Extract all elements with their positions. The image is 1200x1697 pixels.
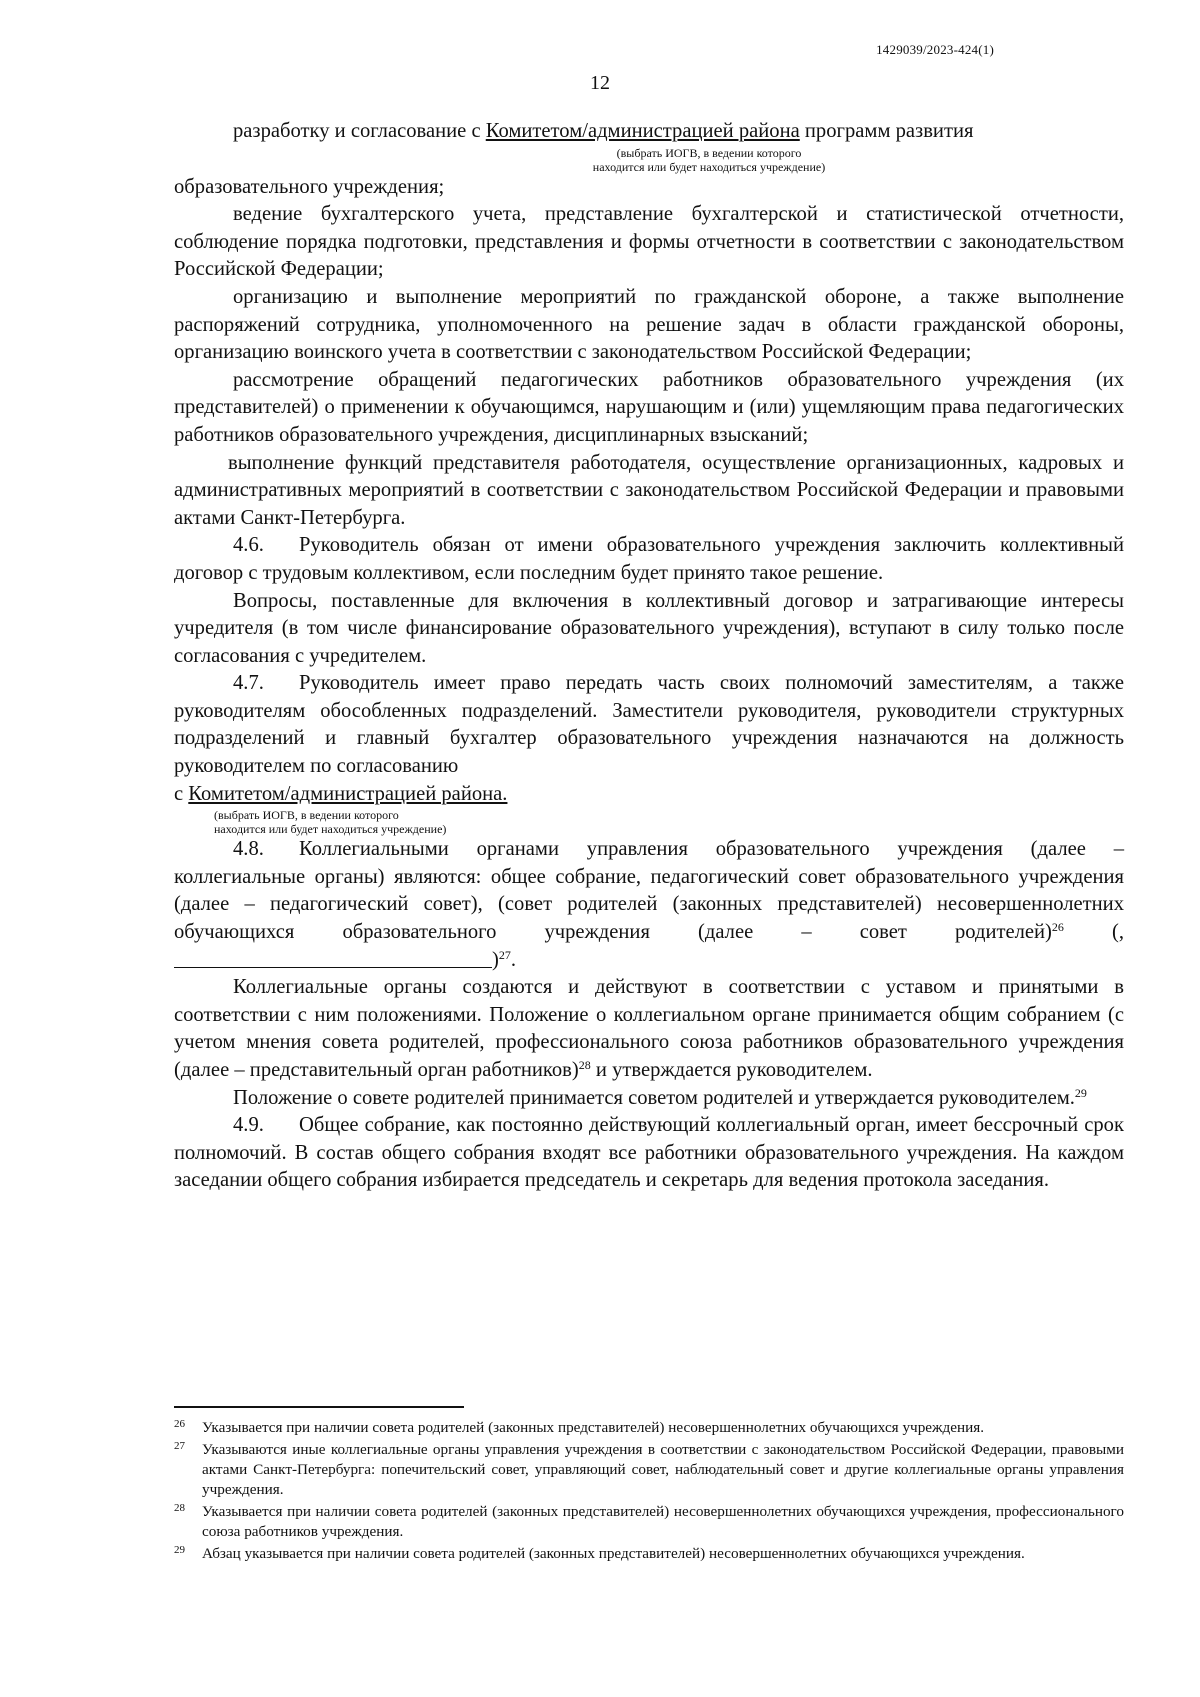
- footnote-ref: 26: [1051, 920, 1064, 935]
- footnote-text: Указываются иные коллегиальные органы управления учреждения в соответствии с законодательством Российской Федерации, правовыми актами Санкт-Петербурга: попечительский совет, управляющий совет, наблюдательный совет и другие коллегиальные органы управления учреждения.: [202, 1441, 1124, 1498]
- footnotes: [174, 1418, 1124, 1566]
- paragraph-appeals: рассмотрение обращений педагогических работников образовательного учреждения (их представителей) о применении к обучающимся, нарушающим и (или) ущемляющим права педагогических работников образовательного учреждения, дисциплинарных взысканий;: [174, 368, 1124, 446]
- clause-4-8: [174, 836, 1124, 974]
- footnote-text: Указывается при наличии совета родителей (законных представителей) несовершеннолетних обучающихся учреждения.: [202, 1419, 985, 1436]
- clause-number: 4.9.: [233, 1114, 264, 1137]
- placeholder-note: [174, 146, 1124, 174]
- footnote-text: Абзац указывается при наличии совета родителей (законных представителей) несовершеннолетних обучающихся учреждения.: [202, 1545, 1025, 1562]
- footnote-27: [174, 1440, 1124, 1500]
- footnote-text: Указывается при наличии совета родителей (законных представителей) несовершеннолетних обучающихся учреждения, профессионального союза работников учреждения.: [202, 1503, 1124, 1540]
- note-line: (выбрать ИОГВ, в ведении которого: [214, 808, 399, 823]
- clause-4-6: [174, 532, 1124, 587]
- page-number: 12: [590, 72, 610, 94]
- committee-placeholder: Комитетом/администрацией района: [485, 120, 800, 142]
- text: разработку и согласование с: [233, 120, 486, 142]
- clause-text: Руководитель обязан от имени образовательного учреждения заключить коллективный договор с трудовым коллективом, если последним будет принято такое решение.: [174, 534, 1124, 584]
- note-line: находится или будет находиться учреждение): [592, 159, 826, 174]
- footnote-28: [174, 1502, 1124, 1542]
- paragraph-continuation: образовательного учреждения;: [174, 175, 445, 198]
- paragraph-parents-council: [174, 1085, 1124, 1113]
- clause-number: 4.7.: [233, 672, 264, 695]
- text: Коллегиальные органы создаются и действуют в соответствии с уставом и принятыми в соответствии с ним положениями. Положение о коллегиальном органе принимается общим собранием (с учетом мнения совета родителей, профессионального союза работников образовательного учреждения (далее – представительный орган работников): [174, 976, 1124, 1081]
- footnote-29: [174, 1544, 1124, 1564]
- paragraph-civil-defense: организацию и выполнение мероприятий по гражданской обороне, а также выполнение распоряжений сотрудника, уполномоченного на решение задач в области гражданской обороны, организацию воинского учета в соответствии с законодательством Российской Федерации;: [174, 285, 1124, 364]
- committee-placeholder: Комитетом/администрацией района.: [188, 782, 508, 805]
- placeholder-note: [174, 808, 1124, 836]
- document-id: 1429039/2023-424(1): [876, 42, 994, 57]
- blank-field: [174, 949, 492, 968]
- text: и утверждается руководителем.: [590, 1059, 873, 1081]
- footnote-number: 28: [174, 1502, 185, 1514]
- text: с: [174, 782, 189, 805]
- clause-number: 4.6.: [233, 534, 264, 557]
- footnote-ref: 28: [578, 1058, 591, 1072]
- clause-text: Руководитель имеет право передать часть своих полномочий заместителям, а также руководителям обособленных подразделений. Заместители руководителя, руководители структурных подразделений и главный бухгалтер образовательного учреждения назначаются на должность руководителем по согласованию: [174, 672, 1124, 778]
- clause-4-9: [174, 1112, 1124, 1195]
- footnote-ref: 29: [1074, 1085, 1087, 1100]
- document-body: [174, 118, 1124, 1195]
- clause-4-7-continuation: [174, 781, 1124, 809]
- footnote-26: [174, 1418, 1124, 1438]
- paragraph-programs: [174, 118, 1124, 146]
- text: ): [492, 948, 499, 971]
- clause-text: Коллегиальными органами управления образовательного учреждения (далее – коллегиальные органы) являются: общее собрание, педагогический совет образовательного учреждения (далее – педагогический совет), (совет родителей (законных представителей) несовершеннолетних обучающихся образовательного учреждения (далее – совет родителей): [174, 838, 1124, 944]
- clause-4-7: [174, 670, 1124, 780]
- paragraph-collective-agreement: Вопросы, поставленные для включения в коллективный договор и затрагивающие интересы учредителя (в том числе финансирование образовательного учреждения), вступают в силу только после согласования с учредителем.: [174, 589, 1124, 667]
- paragraph-accounting: ведение бухгалтерского учета, представление бухгалтерской и статистической отчетности, соблюдение порядка подготовки, представления и формы отчетности в соответствии с законодательством Российской Федерации;: [174, 203, 1124, 281]
- footnote-ref: 27: [498, 947, 511, 962]
- footnote-number: 27: [174, 1440, 185, 1452]
- paragraph-employer-functions: выполнение функций представителя работодателя, осуществление организационных, кадровых и административных мероприятий в соответствии с законодательством Российской Федерации и правовыми актами Санкт-Петербурга.: [174, 451, 1124, 529]
- note-line: находится или будет находиться учреждение): [214, 822, 447, 837]
- text: Положение о совете родителей принимается советом родителей и утверждается руководителем.: [233, 1086, 1075, 1109]
- clause-number: 4.8.: [233, 838, 264, 861]
- note-line: (выбрать ИОГВ, в ведении которого: [616, 145, 802, 160]
- text: (,: [1063, 921, 1124, 944]
- text: .: [510, 948, 517, 971]
- text: программ развития: [799, 120, 974, 142]
- clause-text: Общее собрание, как постоянно действующий коллегиальный орган, имеет бессрочный срок полномочий. В состав общего собрания входят все работники образовательного учреждения. На каждом заседании общего собрания избирается председатель и секретарь для ведения протокола заседания.: [174, 1114, 1124, 1192]
- footnote-number: 26: [174, 1418, 185, 1430]
- footnote-number: 29: [174, 1544, 185, 1556]
- paragraph-collegial-bodies: [174, 974, 1124, 1084]
- footnote-divider: [174, 1406, 464, 1408]
